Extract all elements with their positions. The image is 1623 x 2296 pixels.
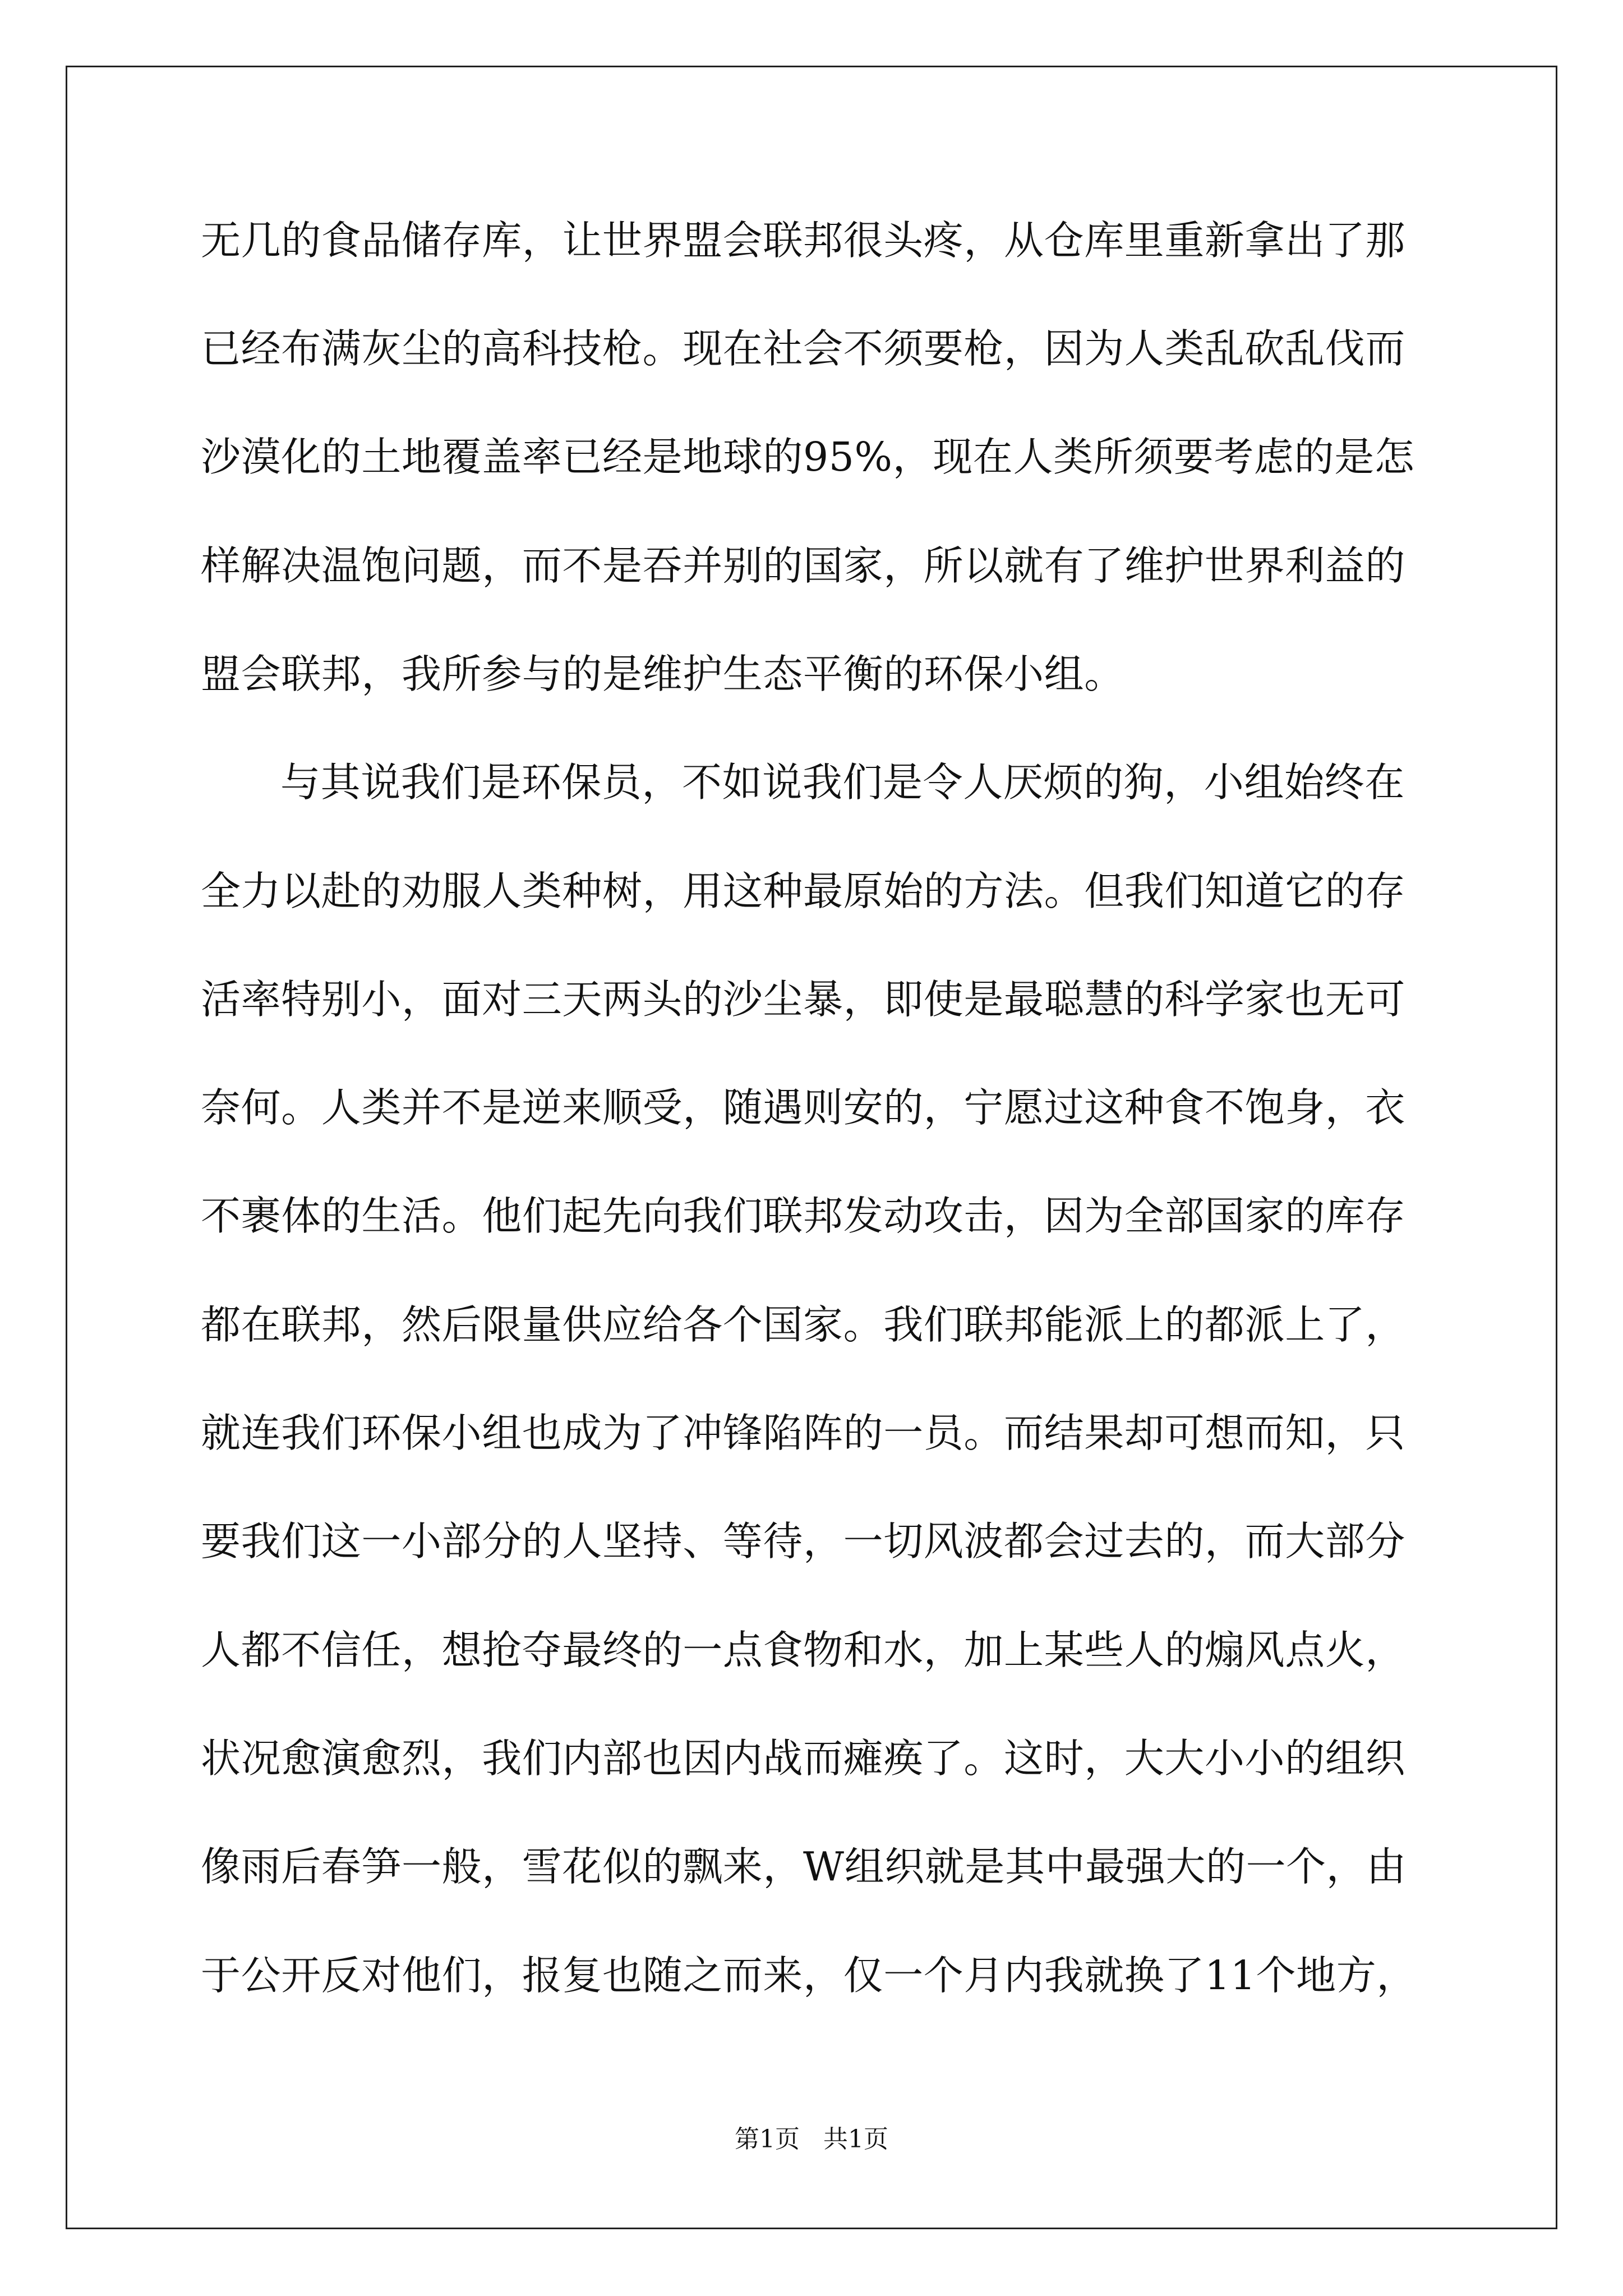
paragraph-line: 就连我们环保小组也成为了冲锋陷阵的一员。而结果却可想而知，只 [201, 1410, 1406, 1456]
paragraph-line: 人都不信任，想抢夺最终的一点食物和水，加上某些人的煽风点火， [201, 1627, 1406, 1673]
paragraph-line: 不裹体的生活。他们起先向我们联邦发动攻击，因为全部国家的库存 [201, 1193, 1406, 1239]
paragraph-line: 状况愈演愈烈，我们内部也因内战而瘫痪了。这时，大大小小的组织 [201, 1735, 1406, 1782]
paragraph-line: 于公开反对他们，报复也随之而来，仅一个月内我就换了11个地方， [201, 1952, 1417, 1999]
paragraph-line: 像雨后春笋一般，雪花似的飘来，W组织就是其中最强大的一个，由 [201, 1843, 1407, 1890]
paragraph-line: 与其说我们是环保员，不如说我们是令人厌烦的狗，小组始终在 [280, 759, 1405, 806]
page-number-footer: 第1页 共1页 [735, 2125, 888, 2154]
paragraph-line: 沙漠化的土地覆盖率已经是地球的95%，现在人类所须要考虑的是怎 [201, 434, 1415, 480]
paragraph-line: 奈何。人类并不是逆来顺受，随遇则安的，宁愿过这种食不饱身，衣 [201, 1084, 1406, 1131]
paragraph-line: 盟会联邦，我所参与的是维护生态平衡的环保小组。 [201, 651, 1124, 697]
paragraph-line: 已经布满灰尘的高科技枪。现在社会不须要枪，因为人类乱砍乱伐而 [201, 325, 1406, 372]
paragraph-line: 都在联邦，然后限量供应给各个国家。我们联邦能派上的都派上了， [201, 1301, 1406, 1348]
paragraph-line: 活率特别小，面对三天两头的沙尘暴，即使是最聪慧的科学家也无可 [201, 976, 1406, 1023]
paragraph-line: 样解决温饱问题，而不是吞并别的国家，所以就有了维护世界利益的 [201, 542, 1406, 589]
paragraph-line: 无几的食品储存库，让世界盟会联邦很头疼，从仓库里重新拿出了那 [201, 217, 1406, 264]
page-border [66, 66, 1557, 2229]
paragraph-line: 要我们这一小部分的人坚持、等待，一切风波都会过去的，而大部分 [201, 1518, 1406, 1565]
paragraph-line: 全力以赴的劝服人类种树，用这种最原始的方法。但我们知道它的存 [201, 868, 1406, 914]
